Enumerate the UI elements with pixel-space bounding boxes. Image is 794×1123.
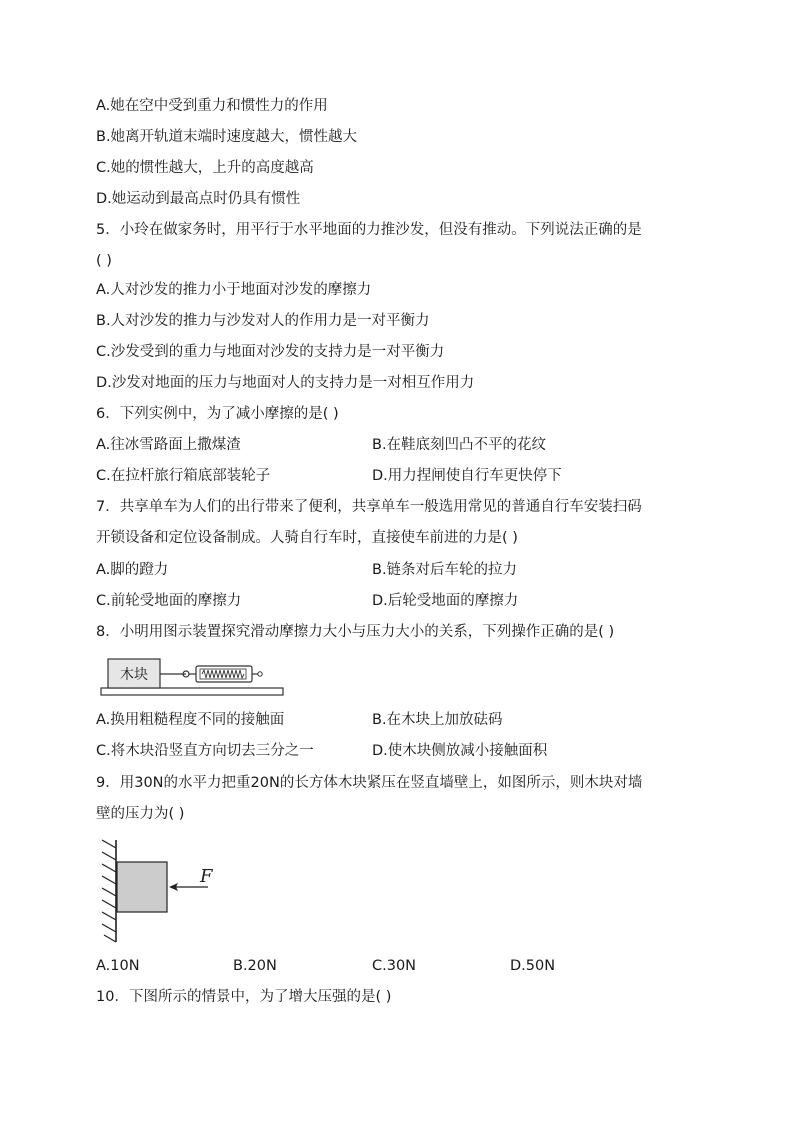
q5-option-b: B.人对沙发的推力与沙发对人的作用力是一对平衡力 <box>96 313 430 329</box>
q7-stem-line1: 7．共享单车为人们的出行带来了便利，共享单车一般选用常见的普通自行车安装扫码 <box>96 499 642 515</box>
q9-option-b: B.20N <box>233 958 277 974</box>
q4-option-a: A.她在空中受到重力和惯性力的作用 <box>96 98 328 114</box>
q6-option-d: D.用力捏闸使自行车更快停下 <box>372 468 562 484</box>
q6-option-c: C.在拉杆旅行箱底部装轮子 <box>96 468 271 484</box>
q5-option-a: A.人对沙发的推力小于地面对沙发的摩擦力 <box>96 282 372 298</box>
q7-option-b: B.链条对后车轮的拉力 <box>372 562 518 578</box>
q8-figure-svg <box>100 654 290 700</box>
q5-option-c: C.沙发受到的重力与地面对沙发的支持力是一对平衡力 <box>96 344 445 360</box>
q4-option-d: D.她运动到最高点时仍具有惯性 <box>96 191 301 207</box>
q8-option-d: D.使木块侧放减小接触面积 <box>372 743 548 759</box>
q6-option-b: B.在鞋底刻凹凸不平的花纹 <box>372 437 547 453</box>
spring-scale-icon <box>196 666 262 682</box>
q6-option-a: A.往冰雪路面上撒煤渣 <box>96 437 241 453</box>
q9-option-d: D.50N <box>510 958 556 974</box>
q5-stem-line2: ( ) <box>96 253 112 269</box>
q10-stem: 10．下图所示的情景中，为了增大压强的是( ) <box>96 989 392 1005</box>
q9-option-c: C.30N <box>372 958 417 974</box>
q4-option-c: C.她的惯性越大，上升的高度越高 <box>96 160 314 176</box>
q8-stem: 8．小明用图示装置探究滑动摩擦力大小与压力大小的关系，下列操作正确的是( ) <box>96 624 615 640</box>
q8-option-b: B.在木块上加放砝码 <box>372 712 503 728</box>
block-shape <box>117 862 167 912</box>
wall-hatching <box>102 840 116 942</box>
q9-figure-svg <box>96 838 226 946</box>
q8-figure <box>100 654 290 700</box>
q5-stem-line1: 5．小玲在做家务时，用平行于水平地面的力推沙发，但没有推动。下列说法正确的是 <box>96 222 642 238</box>
q7-stem-line2: 开锁设备和定位设备制成。人骑自行车时，直接使车前进的力是( ) <box>96 530 518 546</box>
q9-option-a: A.10N <box>96 958 140 974</box>
q4-option-b: B.她离开轨道末端时速度越大，惯性越大 <box>96 129 358 145</box>
board-shape <box>101 688 283 695</box>
force-label: F <box>200 866 213 887</box>
wooden-block-label: 木块 <box>120 667 148 683</box>
q8-option-a: A.换用粗糙程度不同的接触面 <box>96 712 285 728</box>
q9-stem-line2: 壁的压力为( ) <box>96 806 185 822</box>
q6-stem: 6．下列实例中，为了减小摩擦的是( ) <box>96 406 339 422</box>
q9-figure <box>96 838 226 946</box>
q7-option-c: C.前轮受地面的摩擦力 <box>96 593 242 609</box>
q7-option-d: D.后轮受地面的摩擦力 <box>372 593 519 609</box>
q5-option-d: D.沙发对地面的压力与地面对人的支持力是一对相互作用力 <box>96 375 475 391</box>
q8-option-c: C.将木块沿竖直方向切去三分之一 <box>96 743 314 759</box>
q7-option-a: A.脚的蹬力 <box>96 562 169 578</box>
q9-stem-line1: 9．用30N的水平力把重20N的长方体木块紧压在竖直墙壁上，如图所示，则木块对墙 <box>96 775 643 791</box>
